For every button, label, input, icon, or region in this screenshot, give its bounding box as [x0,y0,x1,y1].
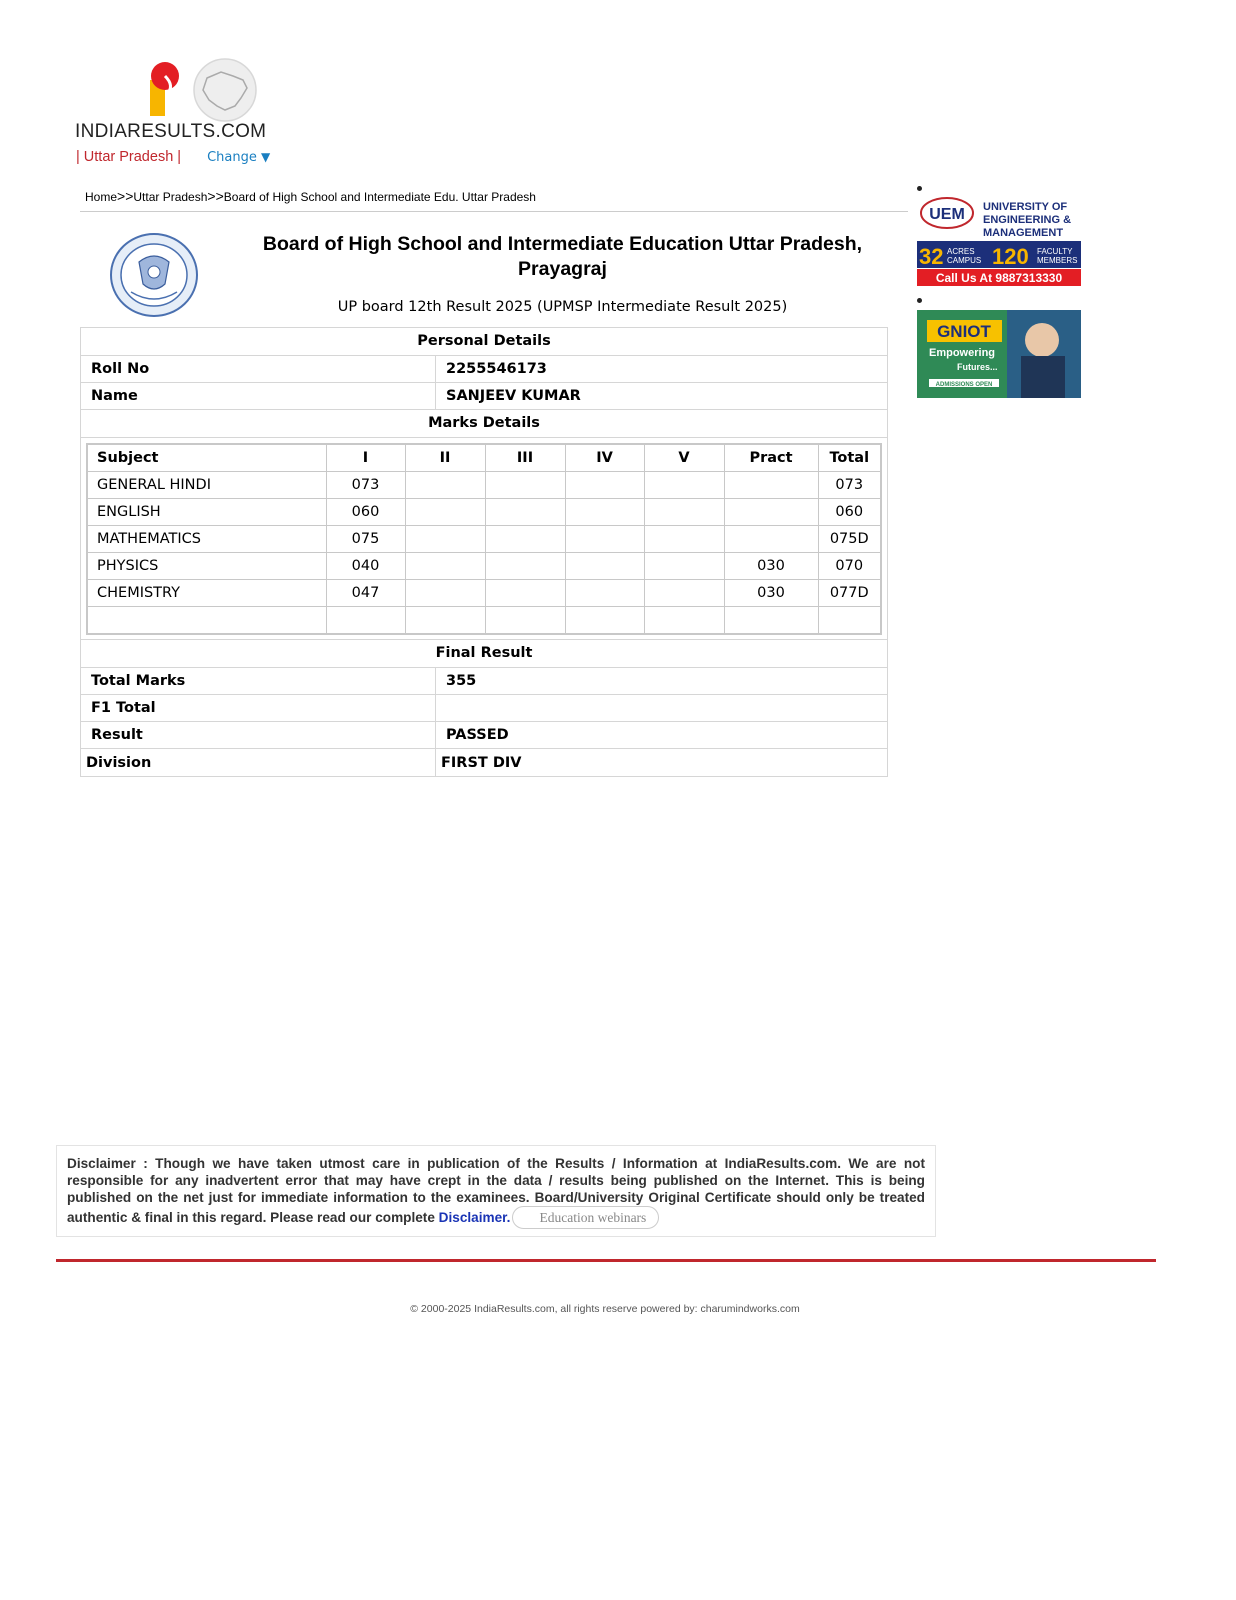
marks-row [87,499,881,526]
col-total: Total [818,444,881,472]
mark-cell [485,580,565,607]
dropdown-arrow-icon[interactable]: ▼ [261,150,271,164]
mark-cell [485,472,565,499]
gniot-line2[interactable]: Futures... [957,362,998,372]
mark-cell [565,553,644,580]
marks-row [87,607,881,635]
marks-row [87,580,881,607]
mark-cell [724,607,818,635]
roll-row [81,356,887,383]
personal-details-heading: Personal Details [81,328,887,356]
mark-cell: 030 [724,580,818,607]
uem-call-text[interactable]: Call Us At 9887313330 [935,271,1063,285]
mark-cell [326,607,405,635]
subject-cell: ENGLISH [87,499,326,526]
mark-cell [565,580,644,607]
gniot-line1[interactable]: Empowering [929,347,996,359]
breadcrumb-board[interactable]: Board of High School and Intermediate Edu. Uttar Pradesh [223,190,536,204]
education-webinars-button[interactable]: Education webinars [512,1206,659,1229]
total-marks-row [81,668,887,695]
mark-cell [644,499,724,526]
uem-badge-text[interactable]: UEM [929,206,965,223]
mark-cell: 070 [818,553,881,580]
svg-text:MEMBERS: MEMBERS [1037,256,1078,265]
disclaimer-text: Disclaimer : Though we have taken utmost care in publication of the Results / Information at IndiaResults.com. We are not responsible for any inadvertent error that may have crept in the data / results being published on the Internet. This is being published on the net just for immediate information to the examinees. Board/University Original Certificate should only be treated authentic & final in this regard. Please read our complete [67,1156,925,1225]
svg-text:CAMPUS: CAMPUS [947,256,982,265]
disclaimer-link[interactable]: Disclaimer. [438,1210,511,1225]
uem-ad-banner[interactable] [917,196,1081,286]
marks-row [87,526,881,553]
list-bullet [917,298,922,303]
mark-cell: 073 [326,472,405,499]
mark-cell [644,472,724,499]
disclaimer-box [56,1145,936,1237]
mark-cell [644,526,724,553]
breadcrumb [85,188,536,204]
mark-cell: 073 [818,472,881,499]
breadcrumb-home[interactable]: Home [85,190,118,204]
col-iv: IV [565,444,644,472]
subject-cell: MATHEMATICS [87,526,326,553]
mark-cell: 075 [326,526,405,553]
svg-text:ENGINEERING &: ENGINEERING & [983,214,1072,226]
col-v: V [644,444,724,472]
mark-cell [644,553,724,580]
division-label: Division [81,749,436,776]
result-value: PASSED [446,727,509,743]
change-label[interactable]: Change [207,150,257,165]
roll-value: 2255546173 [446,361,547,377]
mark-cell [644,607,724,635]
marks-row [87,553,881,580]
state-label: | Uttar Pradesh | [76,149,182,165]
mark-cell: 047 [326,580,405,607]
marks-header-row [87,444,881,472]
breadcrumb-separator: >> [117,188,134,204]
mark-cell [405,607,485,635]
mark-cell [405,499,485,526]
marks-table [86,443,882,635]
uem-faculty-number[interactable]: 120 [992,244,1029,269]
mark-cell: 075D [818,526,881,553]
svg-text:UNIVERSITY OF: UNIVERSITY OF [983,201,1068,213]
svg-text:FACULTY: FACULTY [1037,247,1073,256]
mark-cell [485,607,565,635]
mark-cell [405,472,485,499]
uem-acres-number[interactable]: 32 [919,244,944,269]
breadcrumb-separator: >> [207,188,224,204]
gniot-ad-banner[interactable] [917,310,1081,398]
mark-cell [485,526,565,553]
result-title: UP board 12th Result 2025 (UPMSP Intermediate Result 2025) [337,299,788,315]
col-pract: Pract [724,444,818,472]
f1-total-label: F1 Total [81,695,436,721]
breadcrumb-state[interactable]: Uttar Pradesh [133,190,208,204]
mark-cell [485,499,565,526]
result-table [80,327,888,777]
mark-cell [485,553,565,580]
subject-cell: PHYSICS [87,553,326,580]
result-label: Result [81,722,436,748]
copyright-text: © 2000-2025 IndiaResults.com, all rights reserve powered by: charumindworks.com [410,1303,800,1315]
breadcrumb-divider [80,211,908,212]
mark-cell: 077D [818,580,881,607]
marks-body [87,472,881,635]
up-board-seal [109,232,199,318]
mark-cell [818,607,881,635]
marks-table-wrapper [81,438,887,640]
mark-cell [724,526,818,553]
mark-cell [565,472,644,499]
final-result-heading: Final Result [81,640,887,668]
division-row [81,749,887,776]
mark-cell [565,607,644,635]
mark-cell [724,499,818,526]
col-i: I [326,444,405,472]
state-selector [76,149,270,165]
name-row [81,383,887,410]
logo-wordmark: INDIARESULTS.COM [75,121,267,142]
marks-details-heading: Marks Details [81,410,887,438]
mark-cell [724,472,818,499]
mark-cell: 060 [818,499,881,526]
board-title: Board of High School and Intermediate Education Uttar Pradesh, Prayagraj [262,233,863,280]
list-bullet [917,186,922,191]
total-marks-value: 355 [446,673,477,689]
subject-cell [87,607,326,635]
total-marks-label: Total Marks [81,668,436,694]
change-state-link[interactable] [207,150,270,165]
subject-cell: CHEMISTRY [87,580,326,607]
gniot-brand[interactable]: GNIOT [937,322,991,341]
roll-label: Roll No [81,356,436,382]
mark-cell [644,580,724,607]
col-ii: II [405,444,485,472]
mark-cell: 030 [724,553,818,580]
name-label: Name [81,383,436,409]
mark-cell [405,553,485,580]
mark-cell [405,526,485,553]
footer-divider [56,1259,1156,1262]
mark-cell [405,580,485,607]
svg-text:ACRES: ACRES [947,247,975,256]
uem-name[interactable]: MANAGEMENT [983,227,1064,239]
marks-row [87,472,881,499]
subject-cell: GENERAL HINDI [87,472,326,499]
mark-cell [565,499,644,526]
col-iii: III [485,444,565,472]
result-row [81,722,887,749]
division-value: FIRST DIV [441,754,522,771]
mark-cell [565,526,644,553]
mark-cell: 040 [326,553,405,580]
mark-cell: 060 [326,499,405,526]
gniot-admissions[interactable]: ADMISSIONS OPEN [935,382,993,388]
name-value: SANJEEV KUMAR [446,388,581,404]
col-subject: Subject [87,444,326,472]
f1-total-row [81,695,887,722]
